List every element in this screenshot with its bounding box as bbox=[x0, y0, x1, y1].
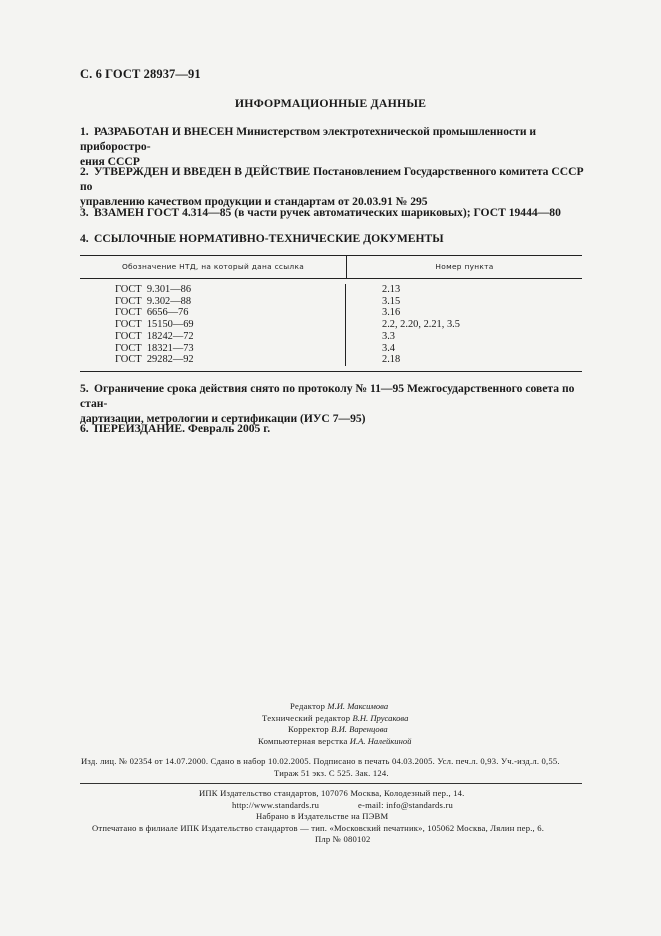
credit-line bbox=[288, 724, 388, 736]
table-header-row bbox=[80, 256, 582, 279]
table-cell-document: ГОСТ 9.301—86 bbox=[115, 284, 192, 295]
credit-role: Корректор bbox=[288, 724, 330, 734]
table-cell-document: ГОСТ 29282—92 bbox=[115, 354, 194, 366]
publication-line-2: Тираж 51 экз. С 525. Зак. 124. bbox=[274, 767, 389, 778]
table-cell-clause: 3.3 bbox=[382, 330, 395, 342]
item-text: Министерством электротехнической промышленности и приборостро- bbox=[80, 125, 537, 153]
info-item-6 bbox=[80, 421, 588, 436]
credit-name: В.Н. Прусакова bbox=[352, 712, 409, 723]
credit-line bbox=[262, 713, 408, 725]
imprint-line-3: Набрано в Издательстве на ПЭВМ bbox=[256, 811, 389, 821]
credit-name: И.А. Налейкиной bbox=[349, 735, 412, 746]
item-number: 6. bbox=[80, 422, 89, 435]
credit-role: Технический редактор bbox=[262, 712, 351, 723]
item-text-continued: управлению качеством продукции и стандартам от 20.03.91 № 295 bbox=[80, 195, 428, 208]
table-cell-clause: 3.15 bbox=[382, 295, 401, 307]
imprint-line-4: Отпечатано в филиале ИПК Издательство стандартов — тип. «Московский печатник», 105062 Москва, Лялин пер., 6. bbox=[92, 822, 545, 833]
imprint-email: e-mail: info@standards.ru bbox=[358, 799, 454, 810]
table-header-clause: Номер пункта bbox=[435, 262, 494, 271]
table-cell-document: ГОСТ 6656—76 bbox=[115, 307, 189, 319]
item-lead: РАЗРАБОТАН И ВНЕСЕН bbox=[94, 125, 234, 138]
item-text-continued: дартизации, метрологии и сертификации (ИУС 7—95) bbox=[80, 412, 366, 425]
info-item-2 bbox=[80, 164, 588, 209]
table-cell-clause: 2.18 bbox=[382, 354, 401, 366]
item-lead: ССЫЛОЧНЫЕ НОРМАТИВНО-ТЕХНИЧЕСКИЕ ДОКУМЕНТЫ bbox=[94, 232, 444, 245]
table-cell-document: ГОСТ 15150—69 bbox=[115, 319, 194, 331]
document-column bbox=[80, 284, 346, 366]
info-item-5 bbox=[80, 381, 588, 426]
publication-line-1: Изд. лиц. № 02354 от 14.07.2000. Сдано в набор 10.02.2005. Подписано в печать 04.03.2005. Усл. печ.л. 0,93. Уч.-изд.л. 0,55. bbox=[81, 756, 560, 766]
item-lead: ПЕРЕИЗДАНИЕ. bbox=[94, 422, 186, 435]
table-cell-clause: 3.16 bbox=[382, 307, 401, 319]
imprint-line-1: ИПК Издательство стандартов, 107076 Москва, Колодезный пер., 14. bbox=[199, 788, 465, 798]
item-text: Постановлением Государственного комитета СССР по bbox=[80, 165, 584, 193]
table-cell-clause: 3.4 bbox=[382, 342, 395, 354]
info-item-3 bbox=[80, 205, 588, 220]
section-title: ИНФОРМАЦИОННЫЕ ДАННЫЕ bbox=[234, 96, 427, 110]
item-number: 3. bbox=[80, 206, 89, 219]
imprint-line-5: Плр № 080102 bbox=[315, 834, 371, 844]
credit-name: М.И. Максимова bbox=[327, 701, 389, 711]
item-number: 4. bbox=[80, 232, 89, 245]
info-item-1 bbox=[80, 124, 588, 169]
imprint-website: http://www.standards.ru bbox=[232, 799, 320, 810]
footer-divider bbox=[80, 783, 582, 784]
credit-role: Редактор bbox=[290, 701, 326, 711]
item-lead: УТВЕРЖДЕН И ВВЕДЕН В ДЕЙСТВИЕ bbox=[94, 165, 311, 178]
item-text: Ограничение срока действия снято по протоколу № 11—95 Межгосударственного совета по стан- bbox=[80, 382, 575, 410]
item-number: 5. bbox=[80, 382, 89, 395]
credit-name: В.И. Варенцова bbox=[331, 724, 388, 734]
item-number: 2. bbox=[80, 165, 89, 178]
page-header: С. 6 ГОСТ 28937—91 bbox=[80, 67, 201, 81]
table-cell-document: ГОСТ 18321—73 bbox=[115, 342, 194, 354]
item-lead: ВЗАМЕН ГОСТ 4.314—85 (в части ручек автоматических шариковых); ГОСТ 19444—80 bbox=[94, 206, 561, 219]
table-body bbox=[80, 279, 582, 371]
item-text-continued: ения СССР bbox=[80, 155, 140, 168]
item-text: Февраль 2005 г. bbox=[185, 422, 271, 435]
credit-role: Компьютерная верстка bbox=[258, 735, 348, 746]
credit-line bbox=[290, 701, 388, 713]
table-cell-clause: 2.13 bbox=[382, 284, 401, 295]
clause-column bbox=[346, 284, 582, 366]
credit-line bbox=[258, 736, 411, 748]
table-cell-document: ГОСТ 18242—72 bbox=[115, 330, 194, 342]
item-number: 1. bbox=[80, 125, 89, 138]
table-cell-clause: 2.2, 2.20, 2.21, 3.5 bbox=[382, 319, 460, 331]
reference-documents-table bbox=[80, 255, 582, 372]
info-item-4 bbox=[80, 231, 588, 246]
table-header-document: Обозначение НТД, на который дана ссылка bbox=[80, 256, 347, 278]
table-cell-document: ГОСТ 9.302—88 bbox=[115, 295, 192, 307]
